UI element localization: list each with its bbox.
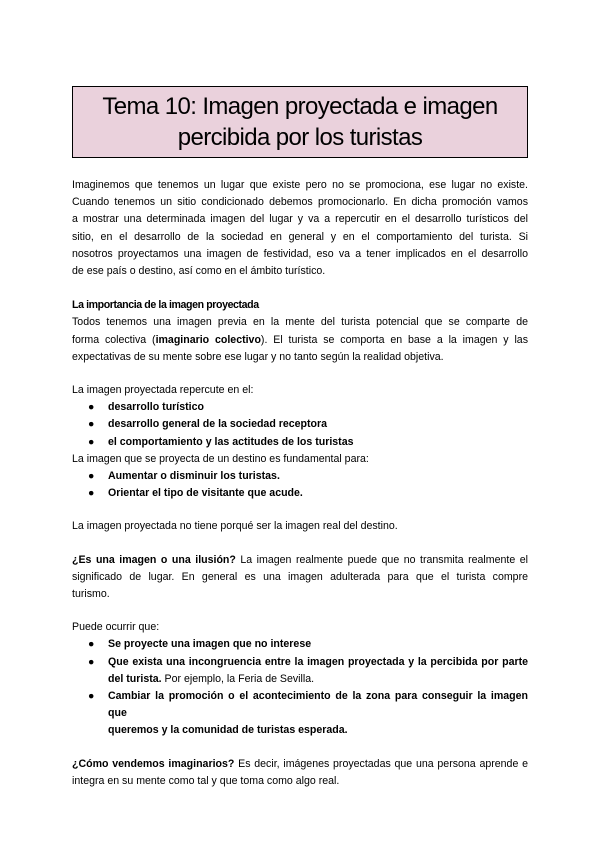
section-heading: La importancia de la imagen proyectada [72,299,259,312]
intro-line: a mostrar una determinada imagen del lugar y va a repercutir en el desarrollo turísticos del [72,213,528,226]
page-title-line-1: Tema 10: Imagen proyectada e imagen [102,93,498,120]
bullet-icon: ● [88,470,95,483]
ilusion-paragraph [72,552,528,604]
list-item: ● Que exista una incongruencia entre la imagen proyectada y la percibida por parte del turista. Por ejemplo, la Feria de Sevilla. [88,655,528,685]
intro-line: nosotros proyectamos una imagen de festividad, eso va a tener implicados en el desarrollo [72,247,528,260]
ocurrir-intro: Puede ocurrir que: [72,621,160,634]
repercute-list [72,399,528,451]
section1-text: forma colectiva ( [72,333,156,346]
vendemos-paragraph [72,756,528,790]
section1-line [72,332,528,349]
section1-line: Todos tenemos una imagen previa en la mente del turista potencial que se comparte de [72,316,528,329]
list-item: ● Orientar el tipo de visitante que acude. [72,485,528,502]
bullet-icon: ● [88,401,95,414]
ilusion-line: turismo. [72,588,110,601]
repercute-intro: La imagen proyectada repercute en el: [72,384,254,397]
intro-line: Cuando tenemos un sitio condicionado debemos promocionarlo. En dicha promoción vamos [72,196,528,209]
vendemos-question: ¿Cómo vendemos imaginarios? [72,757,235,770]
list-item: ● Aumentar o disminuir los turistas. [72,468,528,485]
page-title-line-2: percibida por los turistas [177,124,423,151]
list-item: ● Cambiar la promoción o el acontecimiento de la zona para conseguir la imagen que queremos y la comunidad de turistas esperada. [88,690,528,737]
bullet-icon: ● [88,435,95,448]
intro-paragraph [72,177,528,280]
bullet-icon: ● [88,418,95,431]
intro-line: de ese país o destino, así como en el ámbito turístico. [72,265,326,278]
ilusion-question: ¿Es una imagen o una ilusión? [72,553,236,566]
list-item: ● Se proyecte una imagen que no interese [72,636,528,653]
bullet-icon: ● [88,690,95,703]
ilusion-line: ¿Es una imagen o una ilusión? La imagen realmente puede que no transmita realmente el [72,553,528,566]
vendemos-line: integra en su mente como tal y que toma como algo real. [72,774,340,787]
intro-line: sitio, en el desarrollo de la sociedad en general y en el comportamiento del turista. Si [72,230,528,243]
bullet-icon: ● [88,638,95,651]
list-item: ● desarrollo turístico [72,399,528,416]
section1-paragraph [72,314,528,366]
fundamental-list [72,468,528,502]
bullet-icon: ● [88,487,95,500]
vendemos-line: ¿Cómo vendemos imaginarios? Es decir, imágenes proyectadas que una persona aprende e [72,757,528,770]
ilusion-line: significado de lugar. En general es una imagen adulterada para que el turista compre [72,570,528,583]
section1-line: expectativas de su mente sobre ese lugar y no tanto según la realidad objetiva. [72,350,444,363]
section1-text: ). El turista se comporta en base a la imagen y las [260,333,528,346]
imaginario-colectivo-term: imaginario colectivo [155,333,261,346]
title-box [72,86,528,158]
bullet-icon: ● [88,655,95,668]
list-item: ● desarrollo general de la sociedad receptora [72,416,528,433]
ocurrir-list [72,636,528,739]
list-item: ● el comportamiento y las actitudes de los turistas [72,434,528,451]
document-body [72,177,528,790]
realidad-paragraph: La imagen proyectada no tiene porqué ser la imagen real del destino. [72,520,398,533]
intro-line: Imaginemos que tenemos un lugar que existe pero no se promociona, ese lugar no existe. [72,179,528,191]
fundamental-intro: La imagen que se proyecta de un destino es fundamental para: [72,452,369,465]
